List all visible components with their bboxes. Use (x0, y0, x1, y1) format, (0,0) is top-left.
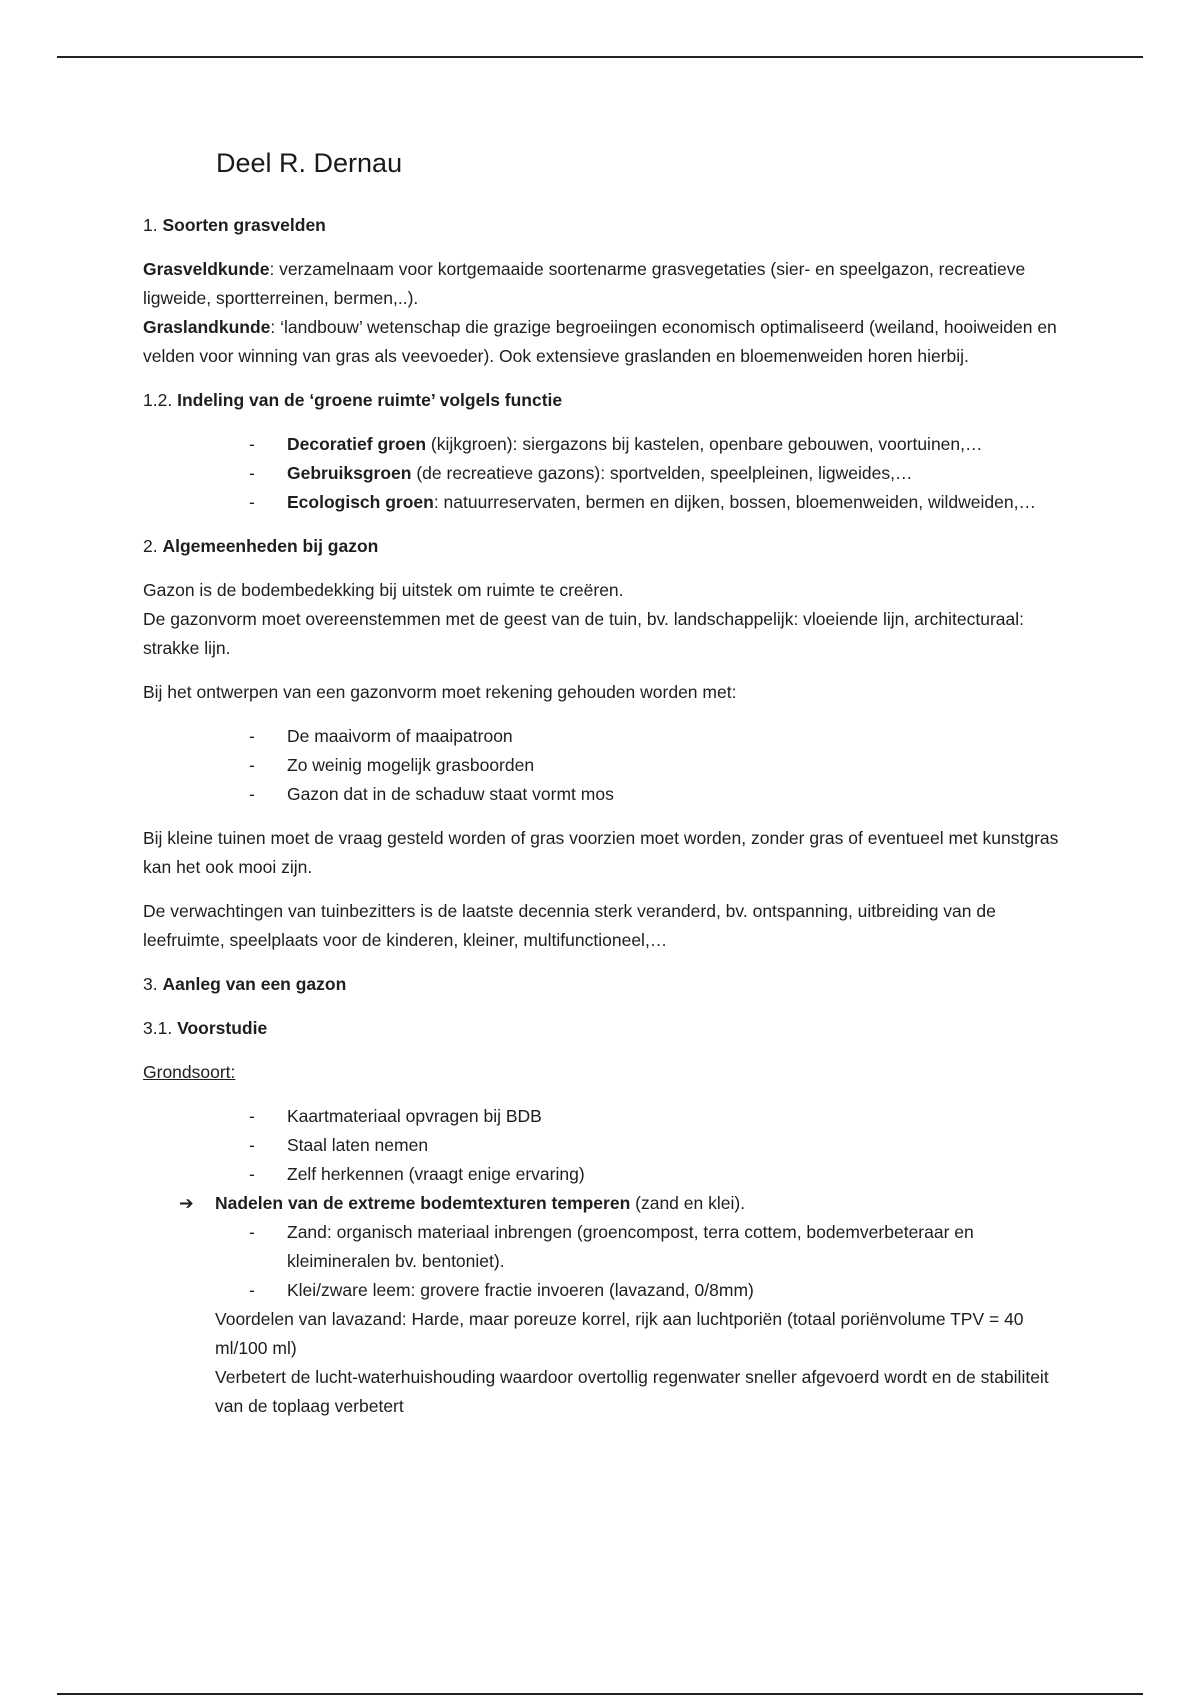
bottom-rule (57, 1693, 1143, 1695)
definition-graslandkunde: : ‘landbouw’ wetenschap die grazige begroeiingen economisch optimaliseerd (weiland, hooiweiden en velden voor winning van gras als veevoeder). Ook extensieve graslanden en bloemenweiden horen hierbij. (143, 317, 1057, 366)
heading-voorstudie (143, 1014, 1073, 1043)
list-item (249, 459, 1073, 488)
arrow-bullet-text: (zand en klei). (630, 1193, 746, 1213)
heading-algemeenheden-gazon (143, 532, 1073, 561)
heading-number: 3. (143, 974, 158, 994)
list-item-term: Gebruiksgroen (287, 463, 412, 483)
heading-number: 2. (143, 536, 158, 556)
dash-marker: - (249, 492, 255, 512)
paragraph-grasveldkunde (143, 255, 1073, 371)
list-item (249, 488, 1073, 517)
gazon-intro-line1: Gazon is de bodembedekking bij uitstek om ruimte te creëren. (143, 580, 624, 600)
list-item-text: Gazon dat in de schaduw staat vormt mos (287, 784, 614, 804)
lavazand-verbetering: Verbetert de lucht-waterhuishouding waardoor overtollig regenwater sneller afgevoerd wordt en de stabiliteit van de toplaag verbetert (215, 1367, 1049, 1416)
list-item-text: (kijkgroen): siergazons bij kastelen, openbare gebouwen, voortuinen,… (426, 434, 983, 454)
list-item (249, 780, 1073, 809)
list-item-text: De maaivorm of maaipatroon (287, 726, 513, 746)
gazon-intro-line2: De gazonvorm moet overeenstemmen met de geest van de tuin, bv. landschappelijk: vloeiende lijn, architecturaal: strakke lijn. (143, 609, 1024, 658)
list-item (249, 751, 1073, 780)
heading-indeling-groene-ruimte (143, 386, 1073, 415)
top-rule (57, 56, 1143, 58)
paragraph-verwachtingen: De verwachtingen van tuinbezitters is de laatste decennia sterk veranderd, bv. ontspanning, uitbreiding van de leefruimte, speelplaats voor de kinderen, kleiner, multifunctioneel,… (143, 901, 996, 950)
heading-aanleg-gazon (143, 970, 1073, 999)
list-item (249, 1102, 1073, 1131)
list-item-text: Klei/zware leem: grovere fractie invoeren (lavazand, 0/8mm) (287, 1280, 754, 1300)
document-page (143, 145, 1073, 1421)
dash-marker: - (249, 434, 255, 454)
heading-number: 3.1. (143, 1018, 173, 1038)
list-groen-functies (143, 430, 1073, 517)
heading-text: Indeling van de ‘groene ruimte’ volgels functie (177, 390, 563, 410)
page-title: Deel R. Dernau (216, 148, 403, 178)
list-item-term: Ecologisch groen (287, 492, 434, 512)
list-item-text: (de recreatieve gazons): sportvelden, speelpleinen, ligweides,… (411, 463, 913, 483)
dash-marker: - (249, 1280, 255, 1300)
list-item-text: Staal laten nemen (287, 1135, 429, 1155)
right-arrow-icon: ➔ (179, 1193, 194, 1213)
list-bodemverbetering (143, 1218, 1073, 1305)
heading-soorten-grasvelden (143, 211, 1073, 240)
paragraph-ontwerpen: Bij het ontwerpen van een gazonvorm moet rekening gehouden worden met: (143, 682, 737, 702)
dash-marker: - (249, 1164, 255, 1184)
list-item-term: Decoratief groen (287, 434, 427, 454)
dash-marker: - (249, 1106, 255, 1126)
list-item (249, 1131, 1073, 1160)
arrow-bullet-bold-text: Nadelen van de extreme bodemtexturen temperen (215, 1193, 631, 1213)
heading-number: 1.2. (143, 390, 173, 410)
heading-number: 1. (143, 215, 158, 235)
list-item (249, 1276, 1073, 1305)
dash-marker: - (249, 784, 255, 804)
dash-marker: - (249, 1222, 255, 1242)
term-graslandkunde: Graslandkunde (143, 317, 271, 337)
list-item-text: Zelf herkennen (vraagt enige ervaring) (287, 1164, 585, 1184)
paragraph-lavazand (143, 1305, 1073, 1421)
label-grondsoort (143, 1058, 1073, 1087)
list-item (249, 430, 1073, 459)
grondsoort-underlined-label: Grondsoort: (143, 1062, 236, 1082)
list-item-text: Kaartmateriaal opvragen bij BDB (287, 1106, 542, 1126)
lavazand-voordelen: Voordelen van lavazand: Harde, maar poreuze korrel, rijk aan luchtporiën (totaal poriënvolume TPV = 40 ml/100 ml) (215, 1309, 1024, 1358)
heading-text: Algemeenheden bij gazon (162, 536, 379, 556)
list-item (249, 722, 1073, 751)
dash-marker: - (249, 1135, 255, 1155)
dash-marker: - (249, 726, 255, 746)
paragraph-gazon-intro (143, 576, 1073, 663)
heading-text: Soorten grasvelden (162, 215, 326, 235)
list-item (249, 1160, 1073, 1189)
heading-text: Voorstudie (177, 1018, 268, 1038)
list-item-text: : natuurreservaten, bermen en dijken, bossen, bloemenweiden, wildweiden,… (433, 492, 1036, 512)
heading-text: Aanleg van een gazon (162, 974, 347, 994)
list-grondsoort-bepaling (143, 1102, 1073, 1189)
paragraph-kleine-tuinen: Bij kleine tuinen moet de vraag gesteld worden of gras voorzien moet worden, zonder gras of eventueel met kunstgras kan het ook mooi zijn. (143, 828, 1059, 877)
list-item-text: Zand: organisch materiaal inbrengen (groencompost, terra cottem, bodemverbeteraar en kleimineralen bv. bentoniet). (287, 1222, 974, 1271)
definition-grasveldkunde: : verzamelnaam voor kortgemaaide soortenarme grasvegetaties (sier- en speelgazon, recreatieve ligweide, sportterreinen, bermen,..). (143, 259, 1026, 308)
arrow-bullet-bodemtexturen (143, 1189, 1073, 1218)
term-grasveldkunde: Grasveldkunde (143, 259, 270, 279)
list-item (249, 1218, 1073, 1276)
list-ontwerp-aandachtspunten (143, 722, 1073, 809)
list-item-text: Zo weinig mogelijk grasboorden (287, 755, 535, 775)
dash-marker: - (249, 463, 255, 483)
dash-marker: - (249, 755, 255, 775)
